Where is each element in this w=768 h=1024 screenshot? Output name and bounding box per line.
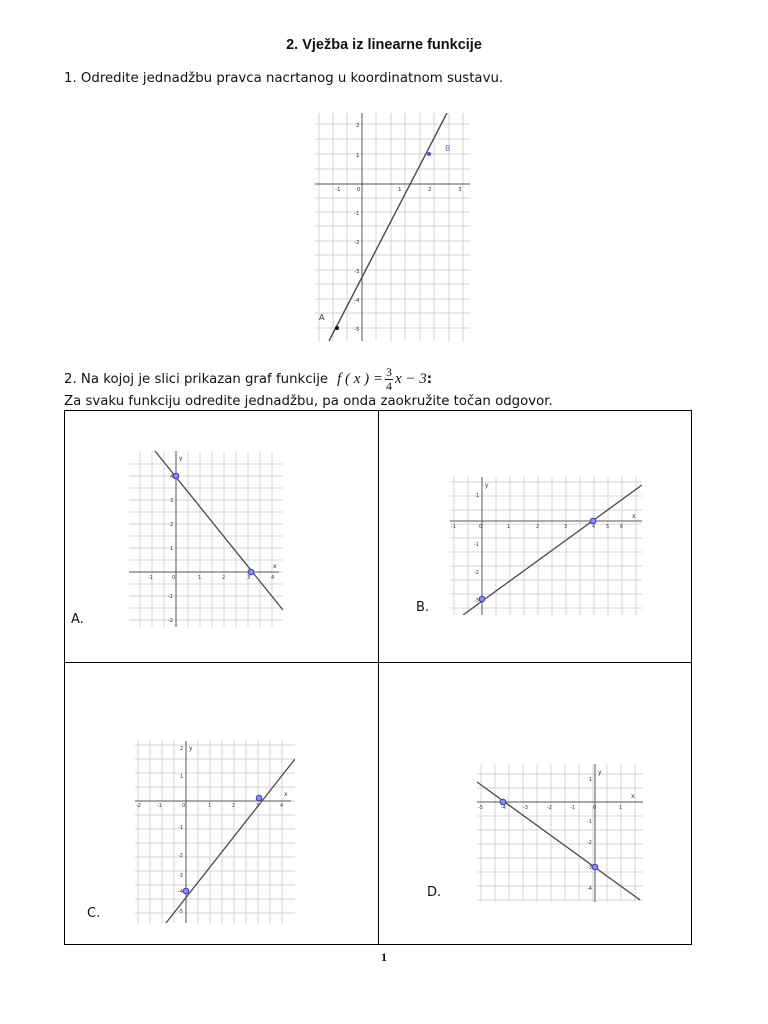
- tick-label: -4: [354, 298, 360, 304]
- svg-text:1: 1: [619, 805, 623, 811]
- y-axis-label: y: [598, 769, 602, 776]
- svg-text:3: 3: [247, 575, 251, 581]
- tick-label: -5: [354, 327, 360, 333]
- tick-label: 2: [356, 123, 360, 129]
- function-rhs: x − 3: [395, 371, 427, 387]
- point-b: [427, 152, 431, 156]
- tick-label: 0: [357, 187, 361, 193]
- task-2-line: [64, 366, 432, 393]
- y-axis-label: y: [179, 455, 183, 462]
- svg-text:1: 1: [170, 546, 174, 552]
- svg-text:5: 5: [606, 524, 610, 530]
- svg-text:0: 0: [182, 803, 186, 809]
- point-b-label: B: [445, 144, 451, 153]
- svg-text:3: 3: [256, 803, 260, 809]
- tick-label: -1: [335, 187, 341, 193]
- svg-text:-4: -4: [178, 889, 183, 895]
- svg-text:-3: -3: [523, 805, 528, 811]
- svg-text:0: 0: [593, 805, 597, 811]
- page-number: 1: [381, 950, 387, 964]
- svg-text:2: 2: [232, 803, 236, 809]
- svg-text:-1: -1: [474, 542, 479, 548]
- svg-text:-3: -3: [178, 873, 183, 879]
- svg-text:6: 6: [620, 524, 624, 530]
- y-axis-label: y: [485, 482, 489, 489]
- svg-text:4: 4: [170, 474, 174, 480]
- tick-label: 2: [428, 187, 432, 193]
- svg-text:1: 1: [507, 524, 511, 530]
- x-axis-label: x: [632, 513, 636, 520]
- svg-text:-4: -4: [501, 805, 506, 811]
- task-2-instruction: Za svaku funkciju odredite jednadžbu, pa onda zaokružite točan odgovor.: [64, 394, 553, 409]
- tick-label: -1: [354, 211, 360, 217]
- svg-text:0: 0: [479, 524, 483, 530]
- svg-text:-5: -5: [478, 805, 483, 811]
- svg-text:0: 0: [172, 575, 176, 581]
- option-c-label[interactable]: C.: [87, 906, 101, 921]
- graph-option-d: [477, 764, 643, 902]
- svg-text:3: 3: [564, 524, 568, 530]
- svg-text:2: 2: [222, 575, 226, 581]
- svg-text:-2: -2: [178, 853, 183, 859]
- graph-option-b: [450, 477, 642, 615]
- svg-text:4: 4: [271, 575, 275, 581]
- x-axis-label: x: [631, 793, 635, 800]
- svg-text:-2: -2: [136, 803, 141, 809]
- tick-label: 1: [398, 187, 402, 193]
- svg-text:-4: -4: [587, 886, 592, 892]
- fraction: [385, 366, 393, 393]
- svg-text:1: 1: [208, 803, 212, 809]
- svg-text:3: 3: [170, 498, 174, 504]
- fraction-numerator: 3: [386, 365, 393, 379]
- svg-text:2: 2: [536, 524, 540, 530]
- svg-text:4: 4: [280, 803, 284, 809]
- page-title: 2. Vježba iz linearne funkcije: [286, 37, 482, 53]
- svg-text:2: 2: [170, 522, 174, 528]
- svg-text:-1: -1: [157, 803, 162, 809]
- svg-text:-3: -3: [474, 598, 479, 604]
- graph-option-c: [135, 741, 295, 923]
- y-axis-label: y: [189, 745, 193, 752]
- point-a-label: A: [319, 313, 325, 322]
- option-b-label[interactable]: B.: [416, 600, 430, 615]
- svg-text:-3: -3: [587, 865, 592, 871]
- option-a-label[interactable]: A.: [71, 612, 84, 627]
- task-2-prefix: 2. Na kojoj je slici prikazan graf funkcije: [64, 372, 329, 387]
- svg-text:4: 4: [592, 524, 596, 530]
- svg-text:1: 1: [476, 493, 480, 499]
- option-d-label[interactable]: D.: [427, 885, 442, 900]
- svg-text:-1: -1: [587, 819, 592, 825]
- svg-text:1: 1: [180, 774, 184, 780]
- tick-label: 1: [356, 153, 360, 159]
- svg-text:-2: -2: [474, 570, 479, 576]
- svg-text:-2: -2: [587, 840, 592, 846]
- svg-text:1: 1: [589, 777, 593, 783]
- function-lhs: f ( x ) =: [337, 371, 384, 387]
- fraction-denominator: 4: [386, 379, 393, 393]
- svg-text:-1: -1: [570, 805, 575, 811]
- tick-label: -3: [354, 269, 360, 275]
- x-axis-label: x: [284, 791, 288, 798]
- svg-text:-2: -2: [168, 618, 173, 624]
- graph-task-1: [315, 113, 470, 341]
- colon: :: [426, 372, 433, 387]
- svg-text:-1: -1: [178, 825, 183, 831]
- svg-text:-5: -5: [178, 909, 183, 915]
- tick-label: 3: [458, 187, 462, 193]
- svg-text:-2: -2: [547, 805, 552, 811]
- svg-text:-1: -1: [148, 575, 153, 581]
- point-a: [335, 326, 339, 330]
- x-axis-label: x: [273, 563, 277, 570]
- svg-text:1: 1: [198, 575, 202, 581]
- svg-text:-1: -1: [451, 524, 456, 530]
- task-1-text: 1. Odredite jednadžbu pravca nacrtanog u koordinatnom sustavu.: [64, 71, 504, 86]
- tick-label: -2: [354, 240, 360, 246]
- options-table: [64, 410, 692, 945]
- svg-text:2: 2: [180, 746, 184, 752]
- graph-option-a: [129, 451, 283, 627]
- svg-text:-1: -1: [168, 594, 173, 600]
